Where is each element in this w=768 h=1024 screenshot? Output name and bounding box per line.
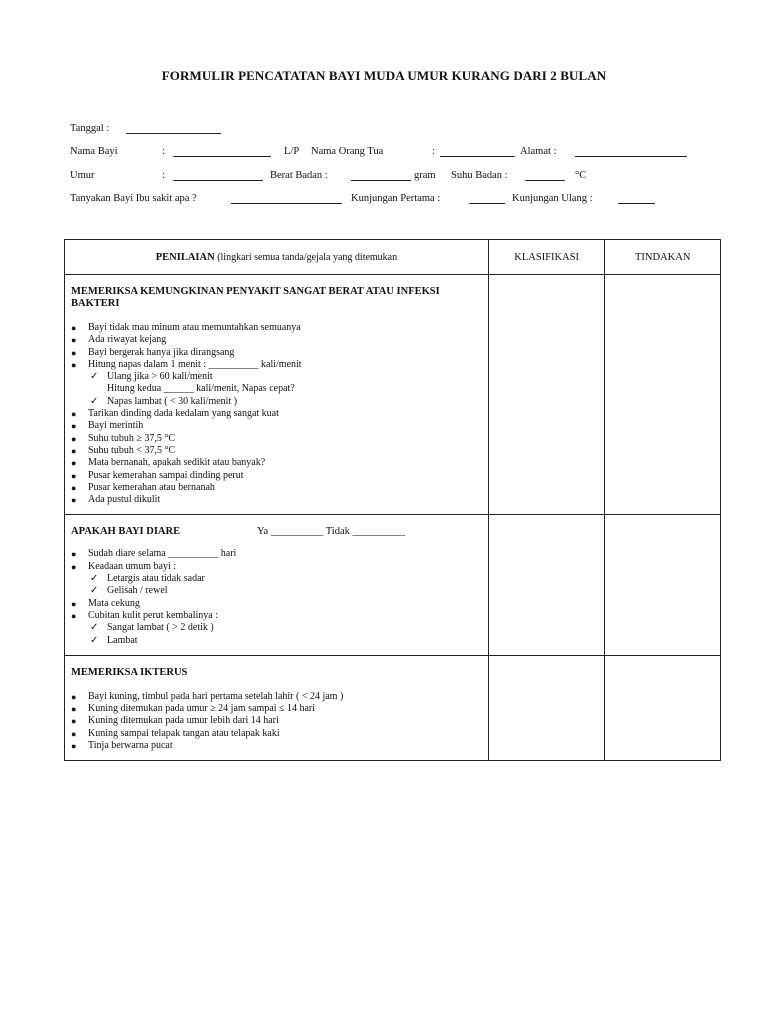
- list-item[interactable]: ● Bayi kuning, timbul pada hari pertama setelah lahir ( < 24 jam ): [71, 690, 344, 702]
- checkmark-icon: ✓: [90, 371, 99, 383]
- bullet-icon: ●: [71, 347, 77, 358]
- table-row: [65, 655, 721, 760]
- bullet-icon: ●: [71, 421, 77, 432]
- umur-colon: :: [162, 170, 165, 181]
- list-item[interactable]: ● Bayi bergerak hanya jika dirangsang: [71, 346, 235, 358]
- list-subitem[interactable]: ✓ Letargis atau tidak sadar: [90, 573, 205, 585]
- section-infeksi-bakteri: [65, 275, 489, 515]
- kunjungan-pertama-label: Kunjungan Pertama :: [351, 193, 441, 204]
- bullet-icon: ●: [71, 495, 77, 506]
- penilaian-header: [65, 240, 489, 275]
- bullet-icon: ●: [71, 482, 77, 493]
- tanggal-field[interactable]: [126, 123, 221, 134]
- assessment-table: [64, 239, 721, 761]
- alamat-label: Alamat :: [520, 146, 557, 157]
- list-item[interactable]: ● Mata bernanah, apakah sedikit atau banyak?: [71, 457, 266, 469]
- list-item[interactable]: ● Mata cekung: [71, 597, 140, 609]
- table-row: [65, 275, 721, 515]
- section-ikterus: [65, 655, 489, 760]
- bullet-icon: ●: [71, 359, 77, 370]
- symptom-list: [71, 548, 482, 646]
- kunjungan-ulang-label: Kunjungan Ulang :: [512, 193, 593, 204]
- bullet-icon: ●: [71, 458, 77, 469]
- form-title: FORMULIR PENCATATAN BAYI MUDA UMUR KURANG DARI 2 BULAN: [161, 68, 607, 83]
- bullet-icon: ●: [71, 561, 77, 572]
- checkmark-icon: ✓: [90, 585, 99, 597]
- section-title: MEMERIKSA IKTERUS: [71, 666, 188, 678]
- list-item[interactable]: ● Ada pustul dikulit: [71, 494, 161, 506]
- list-item[interactable]: ● Kuning ditemukan pada umur ≥ 24 jam sampai ≤ 14 hari: [71, 703, 316, 715]
- list-item[interactable]: ● Pusar kemerahan atau bernanah: [71, 481, 215, 493]
- bullet-icon: ●: [71, 470, 77, 481]
- umur-label: Umur: [70, 170, 95, 181]
- nama-orang-tua-colon: :: [432, 146, 435, 157]
- klasifikasi-cell[interactable]: [488, 655, 605, 760]
- list-item[interactable]: ● Tinja berwarna pucat: [71, 740, 173, 752]
- alamat-field[interactable]: [575, 146, 687, 157]
- klasifikasi-cell[interactable]: [488, 275, 605, 515]
- bullet-icon: ●: [71, 323, 77, 333]
- penilaian-header-note: (lingkari semua tanda/gejala yang ditemukan: [217, 251, 398, 263]
- suhu-badan-field[interactable]: [525, 170, 565, 181]
- ya-tidak-field[interactable]: Ya __________ Tidak __________: [257, 526, 405, 538]
- checkmark-icon: ✓: [90, 634, 99, 646]
- bullet-icon: ●: [71, 691, 77, 702]
- symptom-list: [71, 322, 482, 506]
- table-header-row: [65, 240, 721, 275]
- gram-label: gram: [414, 170, 436, 181]
- list-item[interactable]: ● Cubitan kulit perut kembalinya :: [71, 609, 218, 621]
- list-item[interactable]: ● Suhu tubuh ≥ 37,5 °C: [71, 432, 175, 444]
- tanggal-label: Tanggal :: [70, 123, 110, 134]
- nama-orang-tua-label: Nama Orang Tua: [311, 146, 384, 157]
- bullet-icon: ●: [71, 335, 77, 346]
- list-item[interactable]: ● Hitung napas dalam 1 menit : __________ kali/menit: [71, 358, 302, 370]
- checkmark-icon: ✓: [90, 622, 99, 634]
- list-item[interactable]: ● Keadaan umum bayi :: [71, 560, 177, 572]
- berat-badan-label: Berat Badan :: [270, 170, 328, 181]
- list-item[interactable]: ● Ada riwayat kejang: [71, 334, 167, 346]
- kunjungan-pertama-field[interactable]: [469, 193, 505, 204]
- list-item[interactable]: ● Kuning sampai telapak tangan atau telapak kaki: [71, 727, 280, 739]
- section-diare: [65, 515, 489, 655]
- list-item[interactable]: ● Bayi merintih: [71, 420, 144, 432]
- bullet-icon: ●: [71, 445, 77, 456]
- list-item[interactable]: ● Pusar kemerahan sampai dinding perut: [71, 469, 244, 481]
- kunjungan-ulang-field[interactable]: [618, 193, 655, 204]
- section-title: APAKAH BAYI DIARE: [71, 526, 181, 538]
- checkmark-icon: ✓: [90, 395, 99, 407]
- klasifikasi-cell[interactable]: [488, 515, 605, 655]
- tanyakan-field[interactable]: [231, 193, 342, 204]
- list-subitem-continued: Hitung kedua ______ kali/menit, Napas cepat?: [107, 383, 295, 395]
- list-item[interactable]: ● Sudah diare selama __________ hari: [71, 548, 237, 560]
- penilaian-header-bold: PENILAIAN: [155, 251, 215, 263]
- berat-badan-field[interactable]: [351, 170, 411, 181]
- list-subitem[interactable]: ✓ Sangat lambat ( > 2 detik ): [90, 622, 214, 634]
- celsius-label: °C: [575, 170, 587, 181]
- bullet-icon: ●: [71, 728, 77, 739]
- list-subitem[interactable]: ✓ Gelisah / rewel: [90, 585, 168, 597]
- bullet-icon: ●: [71, 610, 77, 621]
- bullet-icon: ●: [71, 704, 77, 715]
- nama-bayi-colon: :: [162, 146, 165, 157]
- list-item[interactable]: ● Suhu tubuh < 37,5 °C: [71, 444, 176, 456]
- bullet-icon: ●: [71, 716, 77, 727]
- list-subitem[interactable]: ✓ Lambat: [90, 634, 138, 646]
- bullet-icon: ●: [71, 433, 77, 444]
- tanyakan-label: Tanyakan Bayi Ibu sakit apa ?: [70, 193, 197, 204]
- nama-bayi-label: Nama Bayi: [70, 146, 118, 157]
- bullet-icon: ●: [71, 741, 77, 752]
- umur-field[interactable]: [173, 170, 263, 181]
- tindakan-header: TINDAKAN: [605, 240, 721, 275]
- bullet-icon: ●: [71, 598, 77, 609]
- nama-orang-tua-field[interactable]: [440, 146, 515, 157]
- tindakan-cell[interactable]: [605, 515, 721, 655]
- list-item[interactable]: ● Bayi tidak mau minum atau memuntahkan semuanya: [71, 322, 301, 333]
- lp-label: L/P: [284, 146, 300, 157]
- bullet-icon: ●: [71, 409, 77, 420]
- bullet-icon: ●: [71, 549, 77, 560]
- symptom-list: [71, 691, 482, 752]
- tindakan-cell[interactable]: [605, 275, 721, 515]
- suhu-badan-label: Suhu Badan :: [451, 170, 508, 181]
- list-subitem[interactable]: ✓ Napas lambat ( < 30 kali/menit ): [90, 395, 238, 407]
- checkmark-icon: ✓: [90, 573, 99, 585]
- section-title: MEMERIKSA KEMUNGKINAN PENYAKIT SANGAT BERAT ATAU INFEKSI BAKTERI: [71, 286, 440, 309]
- list-item[interactable]: ● Tarikan dinding dada kedalam yang sangat kuat: [71, 408, 279, 420]
- list-item[interactable]: ● Kuning ditemukan pada umur lebih dari 14 hari: [71, 715, 279, 727]
- table-row: [65, 515, 721, 655]
- klasifikasi-header: KLASIFIKASI: [488, 240, 605, 275]
- list-subitem[interactable]: ✓ Ulang jika > 60 kali/menit: [90, 371, 213, 383]
- tindakan-cell[interactable]: [605, 655, 721, 760]
- nama-bayi-field[interactable]: [173, 146, 271, 157]
